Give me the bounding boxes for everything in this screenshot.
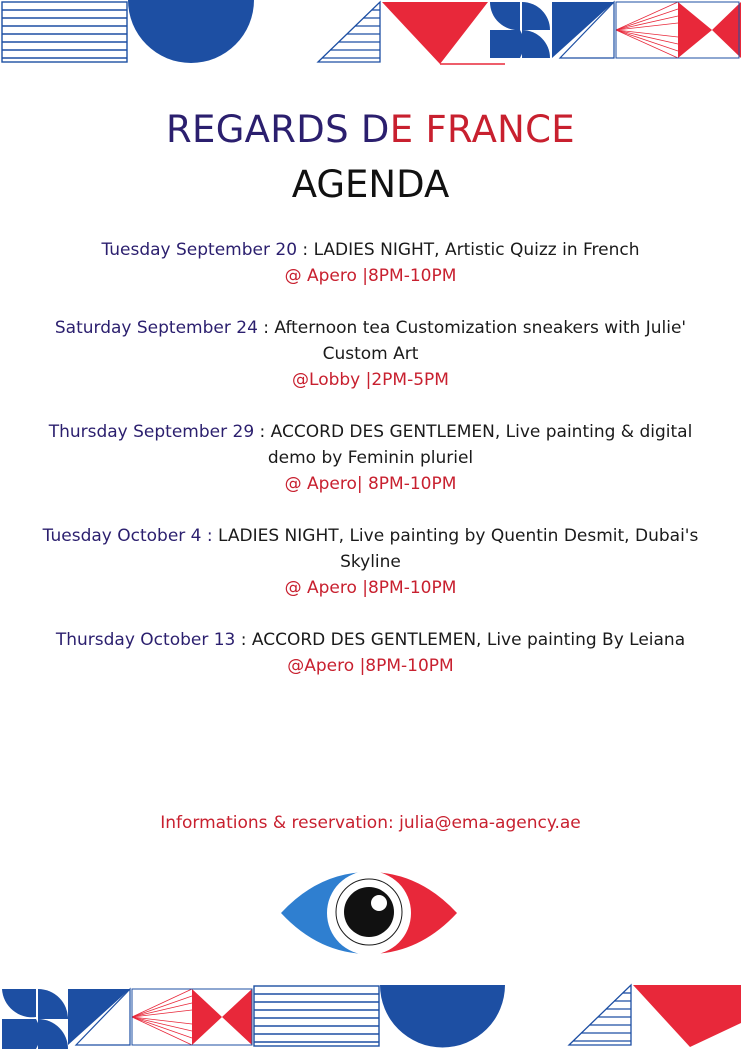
contact-info: Informations & reservation: julia@ema-agency.ae	[160, 813, 581, 833]
event-date: Thursday October 13	[55, 630, 236, 650]
event-description: LADIES NIGHT, Live painting by Quentin Desmit, Dubai's Skyline	[212, 526, 699, 572]
blue-quarter-shapes	[2, 989, 68, 1049]
blue-half-circle	[380, 985, 505, 1047]
agenda-item	[40, 315, 701, 393]
event-description: : ACCORD DES GENTLEMEN, Live painting By Leiana	[235, 630, 686, 650]
agenda-item	[40, 419, 701, 497]
event-venue: @ Apero |8PM-10PM	[284, 266, 457, 286]
event-date: Tuesday September 20	[101, 240, 298, 260]
page-title	[0, 105, 741, 155]
agenda-item	[40, 237, 701, 289]
striped-rectangle	[254, 986, 379, 1046]
event-venue: @ Apero| 8PM-10PM	[284, 474, 457, 494]
red-triangle	[382, 2, 488, 64]
striped-triangle	[569, 985, 631, 1045]
blue-half-circle	[128, 0, 254, 63]
red-fan-shape	[616, 2, 678, 58]
top-decorative-pattern	[0, 0, 741, 66]
agenda-item	[40, 627, 701, 679]
title-part-red: E FRANCE	[389, 108, 575, 151]
event-date: Saturday September 24	[54, 318, 258, 338]
title-part-navy: REGARDS D	[166, 108, 390, 151]
event-description: : Afternoon tea Customization sneakers with Julie' Custom Art	[257, 318, 687, 364]
striped-triangle	[318, 2, 380, 62]
striped-rectangle	[2, 2, 127, 62]
blue-diagonal-triangle	[552, 2, 614, 58]
event-venue: @ Apero |8PM-10PM	[284, 578, 457, 598]
event-description: : LADIES NIGHT, Artistic Quizz in French	[297, 240, 640, 260]
agenda-item	[40, 523, 701, 601]
eye-logo-icon	[279, 870, 459, 956]
page-subtitle: AGENDA	[291, 163, 450, 206]
event-date: Tuesday October 4 :	[42, 526, 213, 546]
event-venue: @Apero |8PM-10PM	[287, 656, 454, 676]
red-triangle	[633, 985, 741, 1047]
bottom-decorative-pattern	[0, 983, 741, 1049]
red-fan-shape	[132, 989, 192, 1045]
event-venue: @Lobby |2PM-5PM	[292, 370, 449, 390]
blue-quarter-shapes	[490, 2, 550, 58]
event-date: Thursday September 29	[48, 422, 255, 442]
blue-diagonal-triangle	[68, 989, 130, 1045]
event-description: : ACCORD DES GENTLEMEN, Live painting & digital demo by Feminin pluriel	[254, 422, 693, 468]
agenda-list	[40, 237, 701, 705]
